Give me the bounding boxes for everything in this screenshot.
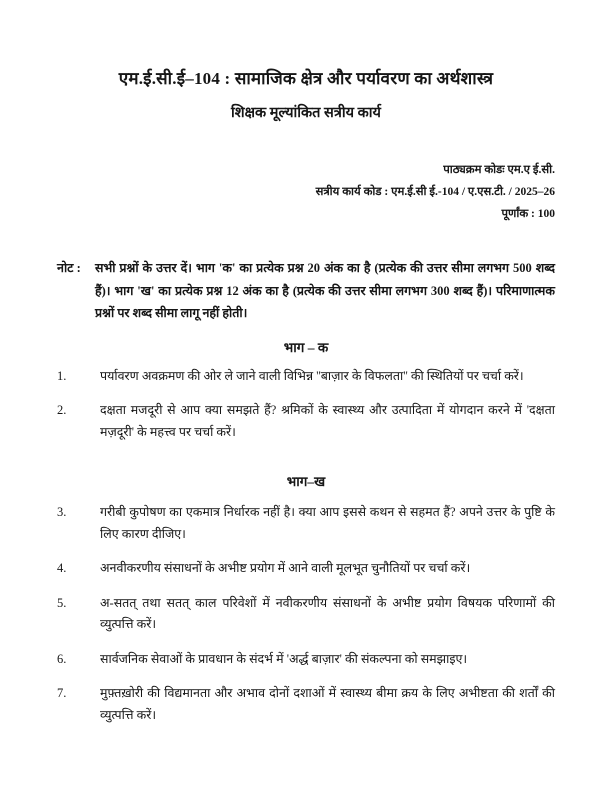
course-meta-block [57, 159, 555, 225]
page-title: एम.ई.सी.ई–104 : सामाजिक क्षेत्र और पर्यावरण का अर्थशास्त्र [118, 69, 494, 88]
question-2-text: दक्षता मजदूरी से आप क्या समझते हैं? श्रमिकों के स्वास्थ्य और उत्पादिता में योगदान करने में 'दक्षता मज़दूरी' के महत्त्व पर चर्चा करें। [100, 403, 555, 439]
question-6 [57, 649, 555, 671]
question-4 [57, 558, 555, 580]
question-1-text: पर्यावरण अवक्रमण की ओर ले जाने वाली विभिन्न ''बाज़ार के विफलता'' की स्थितियों पर चर्चा करें। [100, 368, 524, 383]
question-3 [57, 502, 555, 545]
section-b-heading: भाग–ख [286, 474, 326, 489]
question-1-number: 1. [57, 368, 67, 383]
section-a-heading: भाग – क [283, 339, 329, 355]
question-6-text: सार्वजनिक सेवाओं के प्रावधान के संदर्भ में 'अर्द्ध बाज़ार' की संकल्पना को समझाइए। [100, 651, 468, 666]
question-7-number: 7. [57, 686, 67, 700]
question-1 [57, 366, 555, 388]
course-code-line: पाठ्यक्रम कोडः एम.ए ई.सी. [443, 164, 555, 176]
question-4-number: 4. [57, 561, 67, 575]
max-marks-line: पूर्णांक : 100 [501, 208, 555, 220]
question-6-number: 6. [57, 651, 67, 666]
section-a-questions [57, 366, 555, 444]
page-subtitle: शिक्षक मूल्यांकित सत्रीय कार्य [231, 105, 381, 121]
section-b-questions [57, 502, 555, 726]
question-7-text: मुफ़्तख़ोरी की विद्यमानता और अभाव दोनों दशाओं में स्वास्थ्य बीमा क्रय के लिए अभीष्टता की शर्तों की व्युत्पत्ति करें। [100, 686, 555, 722]
question-5 [57, 593, 555, 636]
note-label: नोट : [57, 261, 81, 275]
question-3-text: गरीबी कुपोषण का एकमात्र निर्धारक नहीं है। क्या आप इससे कथन से सहमत हैं? अपने उत्तर के पुष्टि के लिए कारण दीजिए। [100, 505, 555, 541]
question-7 [57, 683, 555, 726]
question-4-text: अनवीकरणीय संसाधनों के अभीष्ट प्रयोग में आने वाली मूलभूत चुनौतियों पर चर्चा करें। [100, 561, 471, 575]
instructions-note [57, 257, 555, 325]
question-3-number: 3. [57, 505, 67, 519]
question-2 [57, 400, 555, 443]
question-5-number: 5. [57, 595, 67, 610]
assignment-code-line: सत्रीय कार्य कोड : एम.ई.सी ई.-104 / ए.एस.टी. / 2025–26 [315, 186, 555, 198]
question-2-number: 2. [57, 403, 67, 417]
question-5-text: अ-सतत् तथा सतत् काल परिवेशों में नवीकरणीय संसाधनों के अभीष्ट प्रयोग विषयक परिणामों की व्युत्पत्ति करें। [100, 595, 555, 631]
note-text: सभी प्रश्नों के उत्तर दें। भाग 'क' का प्रत्येक प्रश्न 20 अंक का है (प्रत्येक की उत्तर सीमा लगभग 500 शब्द हैं)। भाग 'ख' का प्रत्येक प्रश्न 12 अंक का है (प्रत्येक की उत्तर सीमा लगभग 300 शब्द हैं)। परिमाणात्मक प्रश्नों पर शब्द सीमा लागू नहीं होती। [95, 261, 555, 320]
